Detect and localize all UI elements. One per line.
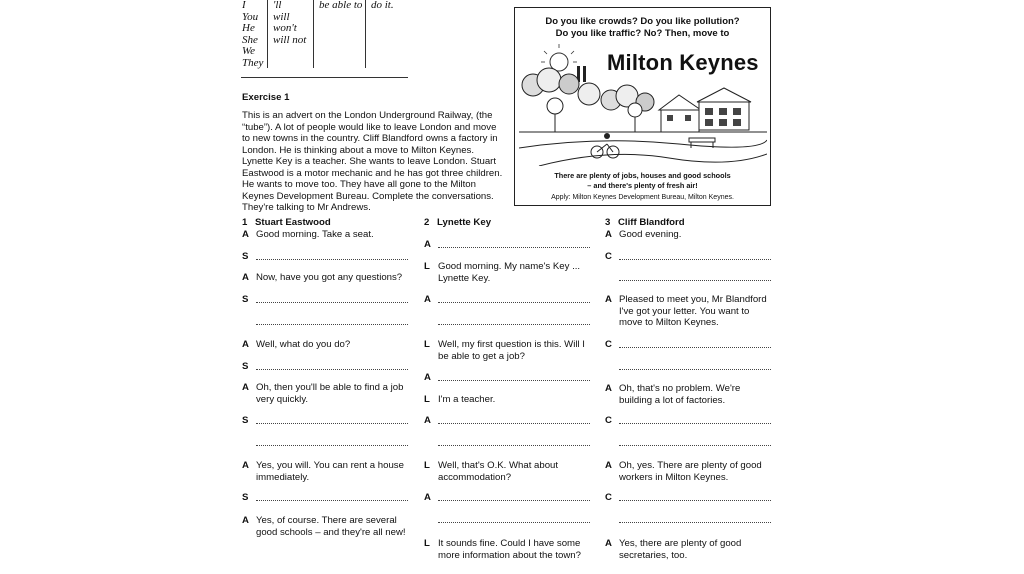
exercise-title: Exercise 1 — [242, 92, 290, 103]
table-divider — [313, 0, 314, 68]
answer-blank[interactable] — [619, 500, 771, 501]
answer-blank[interactable] — [619, 259, 771, 260]
answer-blank[interactable] — [438, 302, 590, 303]
dialogue-line-part: It sounds fine. Could I have some — [438, 538, 581, 549]
speaker-label: A — [605, 383, 612, 394]
speaker-label: L — [424, 538, 430, 549]
dialogue-line-part: good schools – and they're all new! — [256, 526, 406, 538]
advert-tagline: There are plenty of jobs, houses and good schools — [554, 171, 731, 180]
dialogue-line-part: Yes, you will. You can rent a house — [256, 460, 404, 471]
instruction-line: Keynes Development Bureau. Complete the conversations. — [242, 190, 494, 202]
dialogue-heading: Cliff Blandford — [618, 217, 685, 228]
speaker-label: C — [605, 492, 612, 503]
dialogue-line-part: workers in Milton Keynes. — [619, 471, 729, 483]
speaker-label: C — [605, 339, 612, 350]
dialogue-line — [438, 460, 558, 483]
speaker-label: L — [424, 394, 430, 405]
instruction-line: London. He is thinking about a move to Milton Keynes. — [242, 144, 474, 156]
dialogue-heading: Stuart Eastwood — [255, 217, 331, 228]
dialogue-line-part: Yes, there are plenty of good — [619, 538, 742, 549]
dialogue-line — [438, 261, 580, 284]
able-to-cell: be able to — [319, 0, 363, 11]
speaker-label: A — [424, 492, 431, 503]
dialogue-line-part: Oh, yes. There are plenty of good — [619, 460, 762, 471]
modal: won't — [273, 22, 297, 34]
dialogue-line-part: I've got your letter. You want to — [619, 305, 750, 317]
verb-cell: do it. — [371, 0, 394, 11]
speaker-label: A — [605, 538, 612, 549]
dialogue-number: 2 — [424, 217, 430, 228]
speaker-label: C — [605, 251, 612, 262]
advert-question: Do you like crowds? Do you like pollution? — [545, 16, 740, 27]
speaker-label: S — [242, 361, 249, 372]
dialogue-number: 3 — [605, 217, 611, 228]
dialogue-number: 1 — [242, 217, 248, 228]
dialogue-line: Now, have you got any questions? — [256, 272, 403, 283]
speaker-label: S — [242, 415, 249, 426]
dialogue-line — [256, 515, 406, 538]
speaker-label: A — [605, 460, 612, 471]
advert-title: Milton Keynes — [607, 50, 759, 75]
dialogue-line: Good morning. Take a seat. — [256, 229, 374, 240]
answer-blank[interactable] — [619, 369, 771, 370]
subject: They — [242, 56, 264, 69]
dialogue-line-part: be able to get a job? — [438, 350, 525, 362]
dialogue-line-part: Pleased to meet you, Mr Blandford — [619, 294, 767, 305]
speaker-label: A — [605, 294, 612, 305]
answer-blank[interactable] — [438, 445, 590, 446]
answer-blank[interactable] — [438, 522, 590, 523]
speaker-label: A — [424, 372, 431, 383]
speaker-label: A — [242, 272, 249, 283]
answer-blank[interactable] — [256, 369, 408, 370]
answer-blank[interactable] — [619, 445, 771, 446]
table-divider — [365, 0, 366, 68]
dialogue-line-part: Well, that's O.K. What about — [438, 460, 559, 471]
dialogue-line — [438, 538, 581, 561]
dialogue-line-part: Oh, that's no problem. We're — [619, 383, 741, 394]
dialogue-line-part: Yes, of course. There are several — [256, 515, 397, 526]
exercise-instructions — [242, 110, 507, 214]
dialogue-line — [256, 382, 403, 405]
instruction-line: They're talking to Mr Andrews. — [242, 202, 371, 213]
answer-blank[interactable] — [619, 522, 771, 523]
milton-keynes-advert — [514, 7, 771, 206]
subject-column — [242, 0, 263, 69]
subject: He — [242, 22, 255, 34]
dialogue-heading: Lynette Key — [437, 217, 492, 228]
speaker-label: L — [424, 339, 430, 350]
answer-blank[interactable] — [256, 423, 408, 424]
answer-blank[interactable] — [256, 445, 408, 446]
answer-blank[interactable] — [256, 259, 408, 260]
dialogue-line-part: more information about the town? — [438, 549, 581, 561]
instruction-line: Eastwood is a motor mechanic and he has got three children. — [242, 167, 503, 179]
dialogue-line: Good evening. — [619, 229, 682, 240]
instruction-line: He wants to move too. They have all gone to the Milton — [242, 179, 476, 190]
instruction-line: Lynette Key is a teacher. She wants to leave London. Stuart — [242, 156, 497, 167]
dialogue-line — [438, 339, 585, 362]
answer-blank[interactable] — [438, 423, 590, 424]
speaker-label: C — [605, 415, 612, 426]
subject: We — [242, 45, 256, 57]
speaker-label: A — [242, 460, 249, 471]
advert-apply-address: Apply: Milton Keynes Development Bureau, Milton Keynes. — [551, 194, 734, 201]
dialogue-line — [256, 460, 404, 483]
instruction-line: “tube”). A lot of people would like to leave London and move — [242, 121, 497, 133]
dialogue-line: I'm a teacher. — [438, 394, 496, 405]
answer-blank[interactable] — [619, 280, 771, 281]
speaker-label: L — [424, 261, 430, 272]
speaker-label: L — [424, 460, 430, 471]
dialogue-line-part: building a lot of factories. — [619, 394, 726, 406]
dialogue-line — [619, 538, 741, 561]
dialogue-line-part: Oh, then you'll be able to find a job — [256, 382, 404, 393]
modal: will not — [273, 33, 307, 46]
speaker-label: S — [242, 492, 249, 503]
speaker-label: A — [242, 515, 249, 526]
dialogue-line-part: very quickly. — [256, 393, 309, 405]
modal-column — [273, 0, 306, 46]
answer-blank[interactable] — [619, 423, 771, 424]
dialogue-line-part: immediately. — [256, 471, 310, 483]
modal: will — [273, 10, 290, 23]
dialogue-line — [619, 383, 740, 406]
speaker-label: A — [242, 382, 249, 393]
speaker-label: A — [424, 294, 431, 305]
answer-blank[interactable] — [619, 347, 771, 348]
answer-blank[interactable] — [438, 247, 590, 248]
table-bottom-rule — [241, 77, 408, 78]
advert-question: Do you like traffic? No? Then, move to — [555, 28, 730, 39]
speaker-label: S — [242, 251, 249, 262]
modal: 'll — [273, 0, 282, 11]
answer-blank[interactable] — [438, 380, 590, 381]
dialogue-line-part: accommodation? — [438, 471, 512, 483]
dialogue-line — [619, 460, 762, 483]
speaker-label: A — [605, 229, 612, 240]
advert-tagline: – and there's plenty of fresh air! — [587, 181, 698, 190]
answer-blank[interactable] — [438, 500, 590, 501]
speaker-label: A — [424, 239, 431, 250]
speaker-label: A — [242, 339, 249, 350]
dialogue-line: Well, what do you do? — [256, 339, 351, 350]
answer-blank[interactable] — [256, 324, 408, 325]
dialogue-line-part: Good morning. My name's Key ... — [438, 261, 581, 272]
dialogue-line-part: Well, my first question is this. Will I — [438, 339, 585, 350]
answer-blank[interactable] — [256, 500, 408, 501]
subject: I — [242, 0, 246, 11]
dialogue-line — [619, 294, 767, 329]
speaker-label: A — [424, 415, 431, 426]
instruction-line: to new towns in the country. Cliff Blandford owns a factory in — [242, 133, 498, 144]
subject: She — [242, 33, 258, 46]
instruction-line: This is an advert on the London Underground Railway, (the — [242, 110, 493, 121]
answer-blank[interactable] — [256, 302, 408, 303]
answer-blank[interactable] — [438, 324, 590, 325]
dialogue-line-part: secretaries, too. — [619, 549, 688, 561]
dialogue-line-part: move to Milton Keynes. — [619, 317, 719, 328]
dialogue-line-part: Lynette Key. — [438, 272, 491, 284]
subject: You — [242, 10, 259, 23]
table-divider — [267, 0, 268, 68]
speaker-label: A — [242, 229, 249, 240]
speaker-label: S — [242, 294, 249, 305]
